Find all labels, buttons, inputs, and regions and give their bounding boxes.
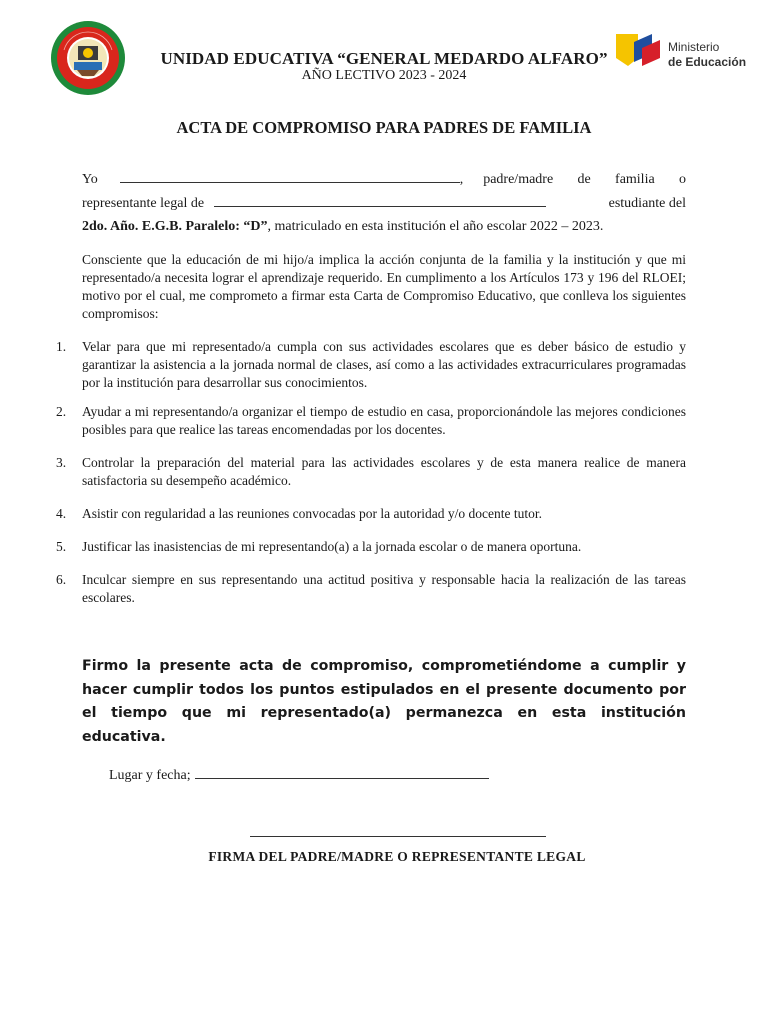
school-year: AÑO LECTIVO 2023 - 2024 — [301, 68, 467, 83]
closing-statement: Firmo la presente acta de compromiso, comprometiéndome a cumplir y hacer cumplir todos los puntos estipulados en el presente documento por el tiempo que mi representado(a) permanezca en esta institución educativa. — [82, 658, 686, 745]
commitment-item: 4. Asistir con regularidad a las reuniones convocadas por la autoridad y/o docente tutor. — [56, 506, 542, 521]
ministry-line1: Ministerio — [668, 40, 720, 54]
document-title: ACTA DE COMPROMISO PARA PADRES DE FAMILIA — [176, 118, 592, 137]
intro-line-2 — [82, 193, 686, 212]
signature-line[interactable] — [250, 836, 546, 837]
place-date-blank[interactable] — [195, 765, 489, 779]
enrollment-text: , matriculado en esta institución el año escolar 2022 – 2023. — [267, 219, 604, 234]
commitment-item: 1. Velar para que mi representado/a cumpla con sus actividades escolares que es deber básico de estudio y garantizar la asistencia a la jornada normal de clases, así como a las actividades extracurriculares programadas por la institución para desarrollar sus conocimientos. — [56, 339, 686, 390]
intro-estudiante: estudiante del — [608, 196, 686, 211]
consciente-paragraph: Consciente que la educación de mi hijo/a implica la acción conjunta de la familia y la institución y que mi representado/a necesita lograr el aprendizaje requerido. En cumplimento a los Artículos 173 y 196 del RLOEI; motivo por el cual, me comprometo a firmar esta Carta de Compromiso Educativo, que conlleva los siguientes compromisos: — [82, 252, 686, 321]
intro-line-1 — [82, 169, 686, 188]
signature-label: FIRMA DEL PADRE/MADRE O REPRESENTANTE LEGAL — [208, 849, 586, 864]
place-date-label: Lugar y fecha; — [109, 768, 191, 783]
commitment-item: 5. Justificar las inasistencias de mi representando(a) a la jornada escolar o de manera oportuna. — [56, 539, 582, 554]
intro-line-3 — [82, 219, 686, 235]
commitment-item: 3. Controlar la preparación del material para las actividades escolares y de esta manera realice de manera satisfactoria su desempeño académico. — [56, 455, 686, 488]
commitment-item: 6. Inculcar siempre en sus representando una actitud positiva y responsable hacia la realización de las tareas escolares. — [56, 572, 686, 605]
intro-comma: , — [459, 172, 464, 187]
name-blank[interactable] — [120, 169, 460, 183]
ministry-line2: de Educación — [668, 55, 747, 69]
intro-representante: representante legal de — [82, 196, 205, 211]
school-name: UNIDAD EDUCATIVA “GENERAL MEDARDO ALFARO” — [160, 49, 608, 68]
student-blank[interactable] — [214, 193, 546, 207]
grade-info: 2do. Año. E.G.B. Paralelo: “D” — [82, 219, 268, 234]
intro-rest: padre/madre de familia o — [483, 172, 686, 187]
intro-yo: Yo — [82, 172, 98, 187]
place-date-row — [109, 765, 489, 784]
commitment-item: 2. Ayudar a mi representando/a organizar el tiempo de estudio en casa, proporcionándole las mejores condiciones posibles para que realice las tareas encomendadas por los docentes. — [56, 404, 686, 437]
